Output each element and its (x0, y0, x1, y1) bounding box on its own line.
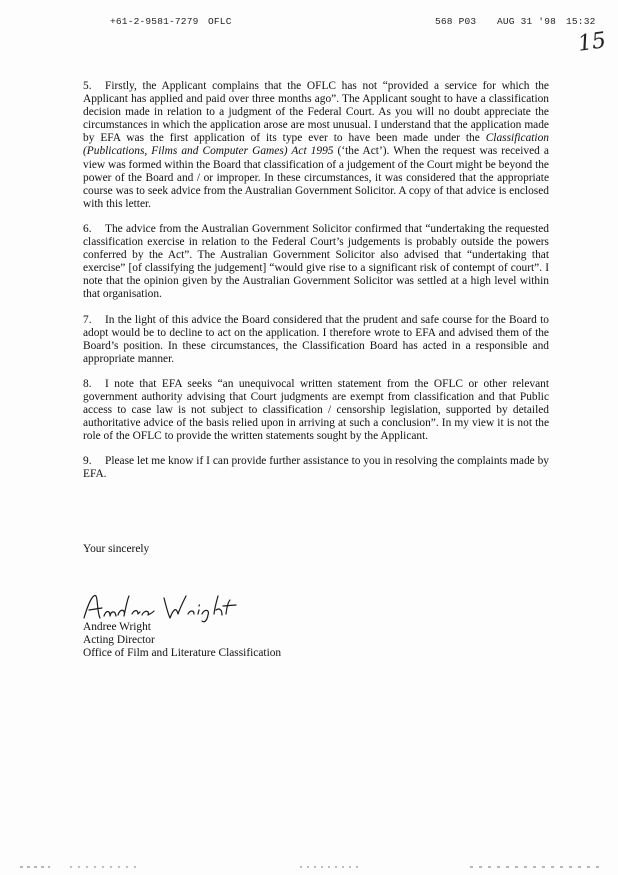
fax-phone: +61-2-9581-7279 (110, 16, 199, 27)
paragraph-text: I note that EFA seeks “an unequivocal written statement from the OFLC or other relevant government authority advising that Court judgments are exempt from classification and that Public access to case law is not subject to classification / censorship legislation, supported by detailed authoritative advice of the basis relied upon in arriving at such a conclusion”. In my view it is not the role of the OFLC to provide the written statements sought by the Applicant. (83, 377, 549, 443)
fax-header (0, 16, 618, 30)
paragraph-6 (83, 223, 549, 302)
fax-date: AUG 31 '98 (497, 16, 557, 27)
paragraph-text: The advice from the Australian Government Solicitor confirmed that “undertaking the requested classification exercise in relation to the Federal Court’s judgements is probably outside the powers conferred by the Act”. The Australian Government Solicitor also advised that “undertaking that exercise” [of classifying the judgement] “would give rise to a significant risk of contempt of court”. I note that the opinion given by the Australian Government Solicitor was settled at a high level within that organisation. (83, 222, 549, 301)
paragraph-number: 7. (83, 313, 92, 326)
signatory-office: Office of Film and Literature Classification (83, 647, 282, 660)
paragraph-9 (83, 455, 549, 481)
fax-dept: OFLC (208, 16, 232, 27)
signatory-name: Andree Wright (83, 621, 151, 633)
paragraph-text-cont: (‘the Act’). When the request was received a view was formed within the Board that classification of a judgement of the Court might be beyond the power of the Board and / or improper. In these circumstances, it was considered that the appropriate course was to seek advice from the Australian Government Solicitor. A copy of that advice is enclosed with this letter. (83, 145, 549, 210)
act-title: Classification (Publications, Films and Computer Games) Act 1995 (83, 132, 549, 158)
paragraph-number: 5. (83, 80, 92, 92)
paragraph-text: Firstly, the Applicant complains that the OFLC has not “provided a service for which the Applicant has applied and paid over three months ago”. The Applicant sought to have a classification decision made in relation to a judgment of the Federal Court. As you will no doubt appreciate the circumstances in which the application arose are most unusual. I understand that the application made by EFA was the first application of its type ever to have been made under the (83, 80, 549, 145)
fax-bottom-artifact (0, 862, 618, 872)
paragraph-text: In the light of this advice the Board considered that the prudent and safe course for the Board to adopt would be to decline to act on the application. I therefore wrote to EFA and advised them of the Board’s position. In these circumstances, the Classification Board has acted in a responsible and appropriate manner. (83, 313, 549, 365)
signature-block (83, 621, 281, 661)
paragraph-7 (83, 314, 549, 366)
paragraph-5 (83, 80, 549, 211)
fax-page: 568 P03 (435, 16, 477, 27)
paragraph-text: Please let me know if I can provide further assistance to you in resolving the complaints made by EFA. (83, 455, 549, 481)
closing-salutation: Your sincerely (83, 543, 150, 555)
paragraph-number: 9. (83, 455, 92, 468)
paragraph-number: 6. (83, 222, 92, 235)
paragraph-8 (83, 378, 549, 443)
fax-time: 15:32 (566, 16, 596, 27)
handwritten-page-number: 15 (576, 28, 608, 57)
signatory-title: Acting Director (83, 634, 155, 647)
paragraph-number: 8. (83, 377, 92, 390)
letter-body (83, 80, 549, 494)
